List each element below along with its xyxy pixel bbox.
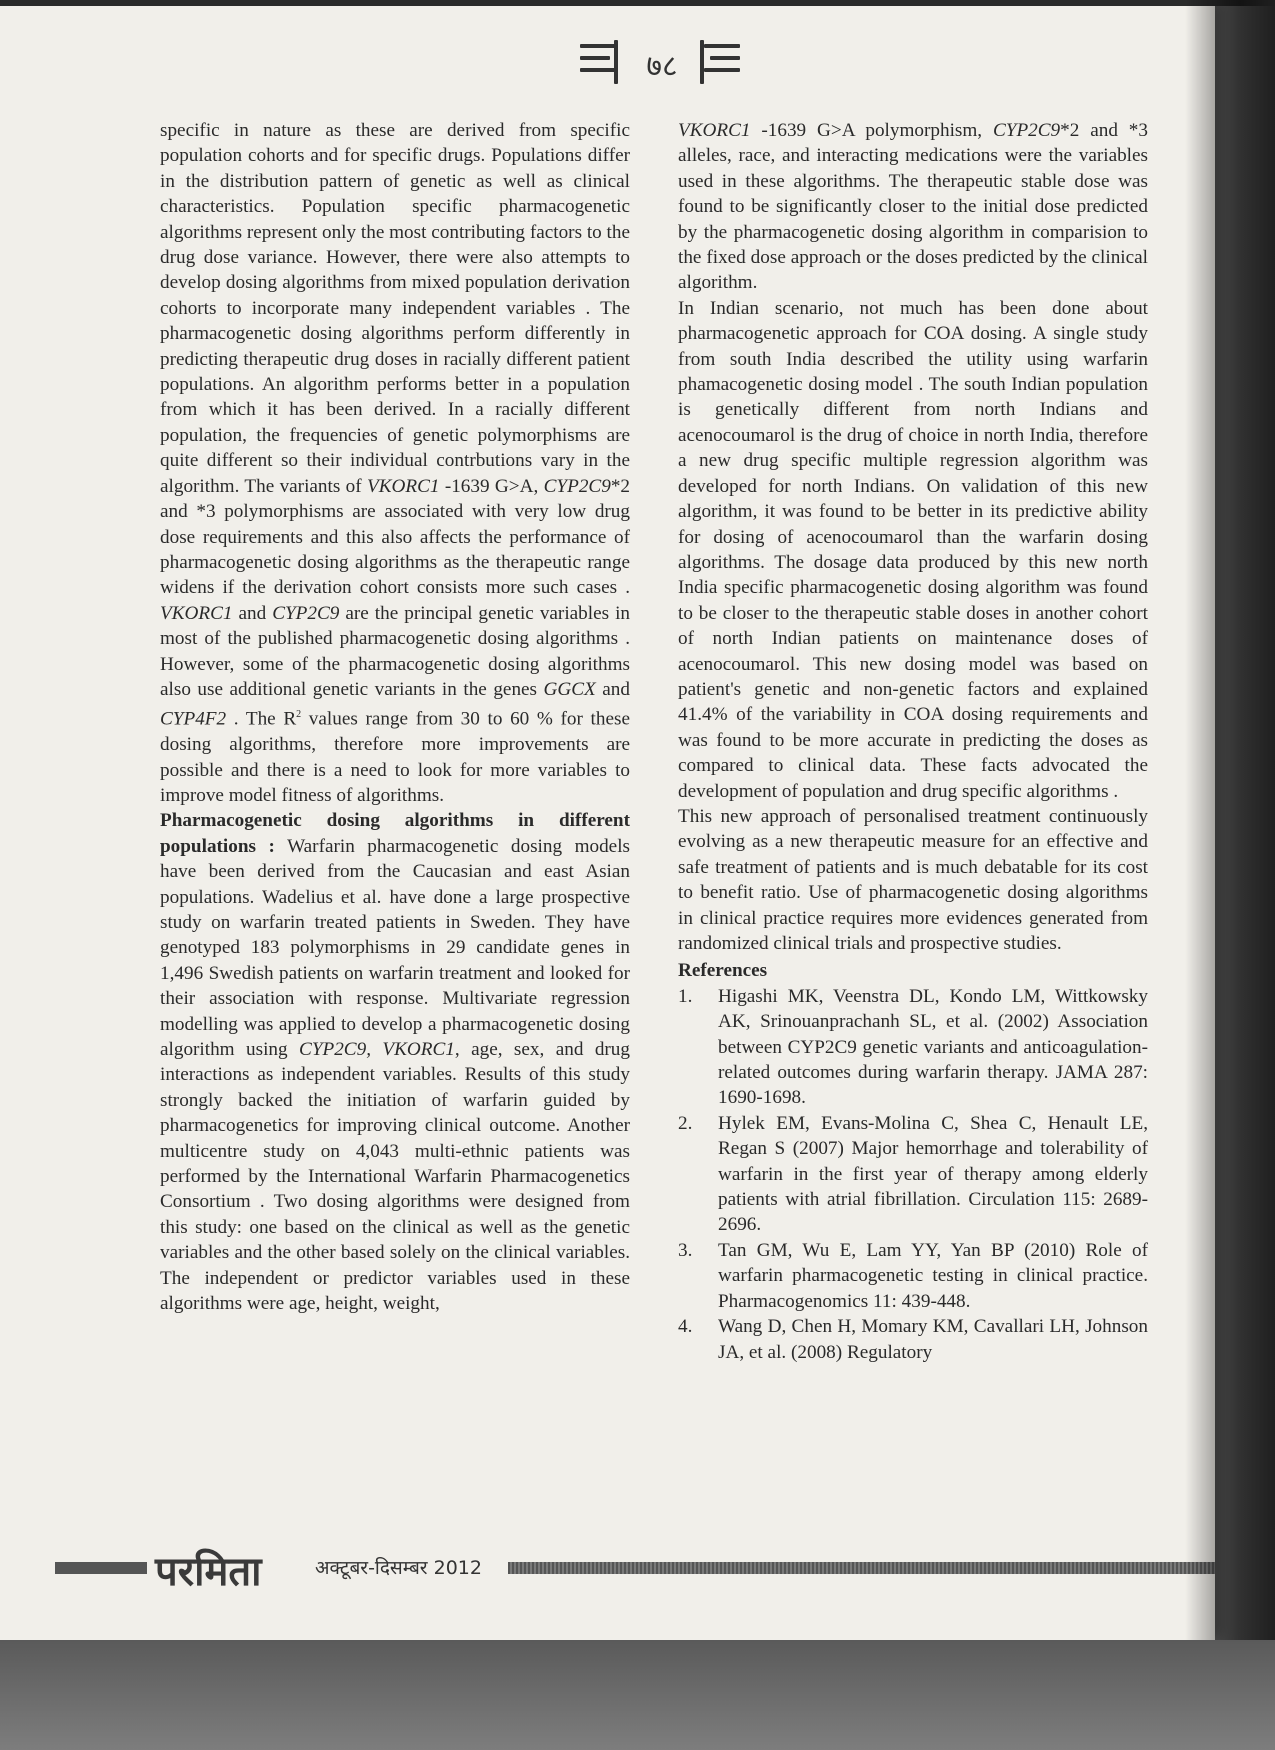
paragraph: Pharmacogenetic dosing algorithms in different populations : Warfarin pharmacogenetic dosing models have been derived from the Caucasian and east Asian populations. Wadelius et al. have done a large prospective study on warfarin treated patients in Sweden. They have genotyped 183 polymorphisms in 29 candidate genes in 1,496 Swedish patients on warfarin treatment and looked for their association with response. Multivariate regression modelling was applied to develop a pharmacogenetic dosing algorithm using CYP2C9, VKORC1, age, sex, and drug interactions as independent variables. Results of this study strongly backed the initiation of warfarin guided by pharmacogenetics for improving clinical outcome. Another multicentre study on 4,043 multi-ethnic patients was performed by the International Warfarin Pharmacogenetics Consortium . Two dosing algorithms were designed from this study: one based on the clinical as well as the genetic variables and the other based solely on the clinical variables. The independent or predictor variables used in these algorithms were age, height, weight, [160,810,631,1315]
paragraph: In Indian scenario, not much has been done about pharmacogenetic approach for COA dosing. A single study from south India described the utility using warfarin phamacogenetic dosing model . The south Indian population is genetically different from north Indians and acenocoumarol is the drug of choice in north India, therefore a new drug specific multiple regression algorithm was developed for north Indians. On validation of this new algorithm, it was found to be better in its predictive ability for dosing of acenocoumarol than the warfarin dosing algorithms. The dosage data produced by this new north India specific pharmacogenetic dosing algorithm was found to be closer to the therapeutic stable doses in another cohort of north Indian patients on maintenance doses of acenocoumarol. This new dosing model was based on patient's genetic and non-genetic factors and explained 41.4% of the variability in COA dosing requirements and was found to be more accurate in predicting the doses as compared to clinical data. These facts advocated the development of population and drug specific algorithms . [678,297,1148,802]
page-edge-shadow [1185,0,1275,1640]
page-number: ७८ [646,49,678,84]
left-column [160,118,630,1316]
journal-logo: परमिता [155,1549,262,1595]
paragraph: VKORC1 -1639 G>A polymorphism, CYP2C9*2 and *3 alleles, race, and interacting medications were the variables used in these algorithms. The therapeutic stable dose was found to be significantly closer to the initial dose predicted by the pharmacogenetic dosing algorithm in comparision to the fixed dose approach or the doses predicted by the clinical algorithm. [678,120,1148,294]
section-heading: Pharmacogenetic dosing algorithms in different populations : [160,810,630,857]
reference-item: 1. Higashi MK, Veenstra DL, Kondo LM, Wittkowsky AK, Srinouanprachanh SL, et al. (2002) Association between CYP2C9 genetic variants and anticoagulation-related outcomes during warfarin therapy. JAMA 287: 1690-1698. [678,985,1148,1109]
footer-bar-right [508,1562,1215,1574]
scan-background [0,1640,1275,1750]
reference-item: 2. Hylek EM, Evans-Molina C, Shea C, Henault LE, Regan S (2007) Major hemorrhage and tolerability of warfarin in the first year of therapy among elderly patients with atrial fibrillation. Circulation 115: 2689-2696. [678,1112,1148,1236]
top-edge [0,0,1275,6]
references-list [678,984,1148,1365]
header-ornament-left [580,40,620,84]
references-heading: References [678,960,768,982]
page-header [580,32,750,92]
right-column [678,118,1148,1365]
reference-item: 4. Wang D, Chen H, Momary KM, Cavallari LH, Johnson JA, et al. (2008) Regulatory [678,1316,1148,1363]
paragraph: This new approach of personalised treatment continuously evolving as a new therapeutic measure for an effective and safe treatment of patients and is much debatable for its cost to benefit ratio. Use of pharmacogenetic dosing algorithms in clinical practice requires more evidences generated from randomized clinical trials and prospective studies. [678,805,1148,954]
reference-item: 3. Tan GM, Wu E, Lam YY, Yan BP (2010) Role of warfarin pharmacogenetic testing in clinical practice. Pharmacogenomics 11: 439-448. [678,1239,1148,1312]
header-ornament-right [700,40,740,84]
footer-bar-left [55,1562,147,1574]
page-footer [0,1540,1215,1600]
issue-date: अक्टूबर-दिसम्बर 2012 [315,1557,482,1579]
paragraph: specific in nature as these are derived from specific population cohorts and for specific drugs. Populations differ in the distribution pattern of genetic as well as clinical characteristics. Population specific pharmacogenetic algorithms represent only the most contributing factors to the drug dose variance. However, there were also attempts to develop dosing algorithms from mixed population derivation cohorts to incorporate many independent variables . The pharmacogenetic dosing algorithms perform differently in predicting therapeutic drug doses in racially different patient populations. An algorithm performs better in a population from which it has been derived. In a racially different population, the frequencies of genetic polymorphisms are quite different so their individual contrbutions vary in the algorithm. The variants of VKORC1 -1639 G>A, CYP2C9*2 and *3 polymorphisms are associated with very low drug dose requirements and this also affects the performance of pharmacogenetic dosing algorithms as the therapeutic range widens if the derivation cohort consists more such cases . VKORC1 and CYP2C9 are the principal genetic variables in most of the published pharmacogenetic dosing algorithms . However, some of the pharmacogenetic dosing algorithms also use additional genetic variants in the genes GGCX and CYP4F2 . The $R^2$ values range from 30 to 60 % for these dosing algorithms, therefore more improvements are possible and there is a need to look for more variables to improve model fitness of algorithms. [160,120,630,806]
